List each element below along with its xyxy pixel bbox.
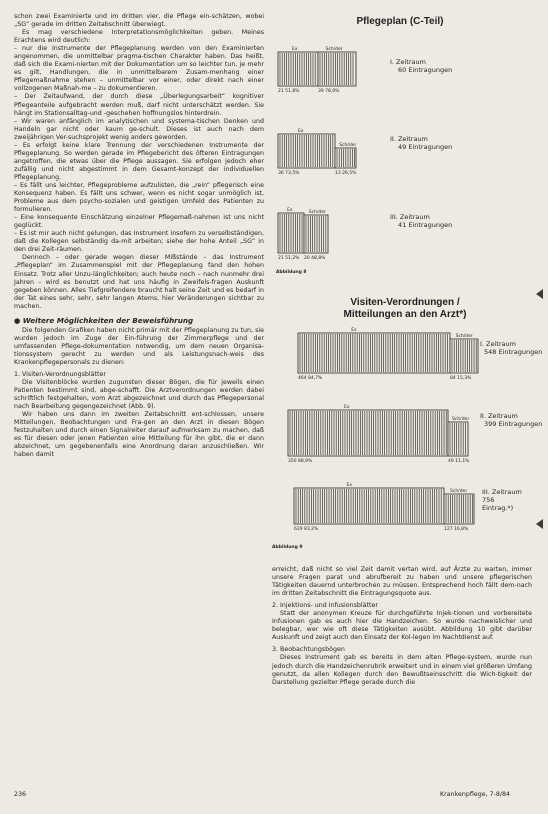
ex-label: Ex [344,405,350,410]
ex-value: 36 73,5% [278,171,300,176]
period-label [482,488,522,512]
sub-heading: 3. Beobachtungsbögen [272,646,345,654]
paragraph: Dennoch – oder gerade wegen dieser Mißstände – das Instrument „Pflegeplan“ im Zusammenspiel mit der Pflegeplanung fand den hohen Einsatz. Trotz aller Unzu-länglichkeiten; auch heute noch – nach nunmehr drei Jahren – wird es benutzt und hat uns häufig in Zweifels-fragen Auskunft gegeben können. Alles Tiefgreifendere braucht halt seine Zeit und es bedarf in der Tat eines sehr, sehr, sehr langen Atems, hier Veränderungen sichtbar zu machen. [14,254,264,310]
page-marker-icon [536,519,543,529]
ex-bar [278,52,318,86]
sub-heading: 1. Visiten-Verordnungsblätter [14,371,106,379]
list-item: – Der Zeitaufwand, der durch diese „Überlegungsarbeit“ kognitiver Pflegeanteile aufgebracht werden muß, darf nicht unterschätzt werden. Sie hängt im Stationsalltag-und -geschehen hoffnungslos hinterdrein. [14,93,264,117]
sg-bar [335,148,356,168]
paragraph: Es mag verschiedene Interpretationsmöglichkeiten geben. Meines Erachtens wird deutlich: [14,29,264,45]
sg-label: Sch/der [452,417,470,422]
list-item: – Es ist mir auch nicht gelungen, das Instrument insofern zu verselbständigen, daß die Kollegen selbständig da-mit arbeiten; siehe der hohe Anteil „SG“ in den drei Zeit-räumen. [14,230,264,254]
sg-label: Sch/der [325,47,343,52]
list-item: – Es erfolgt keine klare Trennung der verschiedenen Instrumente der Pflegeplanung. So werden gerade im Pflegebericht des öfteren Eintragungen angetroffen, die etwas über die Pflege aussagen. Sie erfolgen jedoch eher zufällig und nicht abgestimmt in dem Gesamt-konzept der individuellen Pflegeplanung. [14,141,264,181]
figure-label: Abbildung 9 [272,545,303,550]
paragraph: Dieses Instrument gab es bereits in dem alten Pflege-system, wurde nun jedoch durch die Handzeichenrubrik erweitert und in einem viel größeren Umfang genutzt, da allen Kollegen durch den Bewußtseinsschritt die Wich-tigkeit der Darstellung gezielter Pflege gerade durch die [272,654,532,686]
right-text-column [272,566,532,687]
chart-title-line-1: Visiten-Verordnungen / [350,297,460,308]
pflegeplan-chart-period-1 [276,44,364,94]
ex-value: 464 84,7% [298,376,323,381]
visiten-chart-period-3 [292,478,478,536]
list-item: – Eine konsequente Einschätzung einzelner Pflegemaß-nahmen ist uns nicht geglückt. [14,214,264,230]
sg-bar [304,215,328,253]
ex-bar [278,134,335,168]
paragraph: Statt der anonymen Kreuze für durchgeführte Injek-tionen und vorbereitete Infusionen gab es auch hier die Handzeichen. So wurde nachweislicher und belegbar, wer wie oft diese Tätigkeiten ausübt. Abbildung 10 gibt darüber Auskunft und zeigt auch den Einsatz der Kol-legen im Nachtdienst auf. [272,610,532,642]
sg-label: Sch/der [339,143,357,148]
period-label: II. Zeitraum [480,412,518,420]
ex-bar [294,488,444,524]
ex-bar [288,410,448,456]
sg-value: 39 78,0% [318,89,340,94]
sg-bar [318,52,356,86]
bar-chart [276,126,364,176]
paragraph: Wir haben uns dann im zweiten Zeitabschnitt ent-schlossen, unsere Mitteilungen, Beobachtungen und Fra-gen an den Arzt in diesen Bögen festzuhalten und durch einen Signalreiter darauf aufmerksam zu machen, daß es für diesen oder jenen Patienten eine Mitteilung für ihn gibt, die er dann abzeichnet, um gegebenenfalls eine Anordnung daran anzuschließen. Wir haben damit [14,411,264,459]
sg-value: 127 16,8% [444,527,469,532]
period-label: II. Zeitraum [390,135,428,143]
period-label: I. Zeitraum [390,58,426,66]
sg-bar [450,339,478,373]
paragraph: erreicht, daß nicht so viel Zeit damit vertan wird, auf Ärzte zu warten, immer unsere Fragen parat und abrufbereit zu haben und unsere pflegerischen Tätigkeiten dauernd unterbrochen zu müssen. Entsprechend hoch fällt dem-nach im dritten Zeitabschnitt die Eintragungsquote aus. [272,566,532,598]
sg-value: 84 15,3% [450,376,472,381]
section-heading: ● Weitere Möglichkeiten der Beweisführung [14,315,194,325]
ex-label: Ex [297,129,304,134]
period-count: 756 Eintrag.*) [482,496,514,512]
ex-label: Ex [351,328,357,333]
bar-chart [276,205,364,263]
period-label: III. Zeitraum [390,213,430,221]
sg-value: 20 48,8% [304,256,326,261]
ex-label: Ex [292,47,298,52]
sg-bar [448,422,468,456]
sg-label: Sch/der [455,334,473,339]
ex-label: Ex [287,208,293,213]
sg-bar [444,494,474,524]
period-count: 60 Eintragungen [398,66,453,74]
bar-chart [292,478,478,536]
list-item: – Es fällt uns leichter, Pflegeprobleme aufzulisten, die „rein“ pflegerisch eine Konsequenz haben. Es fällt uns schwer, wenn es nicht sogar unmöglich ist, Probleme aus dem psycho-sozialen und geistigen Umfeld des Patienten zu formulieren. [14,181,264,214]
ex-value: 21 51,2% [278,256,300,261]
pflegeplan-chart-period-3 [276,205,364,263]
paragraph: schon zwei Examinierte und im dritten vier, die Pflege ein-schätzen, wobei „SG“ gerade im dritten Zeitabschnitt überwiegt. [14,13,264,29]
period-count: 399 Eintragungen [484,420,543,428]
chart-title [290,297,520,321]
ex-value: 350 88,9% [288,459,313,464]
sg-value: 13 26,5% [335,171,357,176]
pflegeplan-chart-period-2 [276,126,364,176]
bar-chart [286,402,476,468]
page-marker-icon [536,289,543,299]
bar-chart [296,323,486,385]
ex-bar [278,213,304,253]
paragraph: Die Visitenblöcke wurden zugunsten dieser Bögen, die für jeweils einen Patienten bestimmt sind, abge-schafft. Die Arztverordnungen werden dabei schriftlich festgehalten, vom Arzt abgezeichnet und durch das Pflegepersonal nach Bearbeitung gegengezeichnet (Abb. 9). [14,379,264,411]
paragraph: Die folgenden Grafiken haben nicht primär mit der Pflegeplanung zu tun, sie wurden jedoch im Zuge der Ein-führung der Zimmerpflege und der umfassenden Pflege-dokumentation notwendig, um dem neuen Organisa-tionssystem gerecht zu werden und als Leistungsnach-weis des Krankenpflegepersonals zu dienen: [14,326,264,366]
ex-value: 21 51,8% [278,89,300,94]
figure-label: Abbildung 8 [276,270,307,275]
page-number: 236 [14,791,27,798]
ex-label: Ex [346,483,353,488]
visiten-chart-period-2 [286,402,476,468]
chart-title: Pflegeplan (C-Teil) [356,16,444,27]
chart-title-line-2: Mitteilungen an den Arzt*) [343,309,467,320]
period-count: 548 Eintragungen [484,348,543,356]
journal-citation: Krankenpflege, 7-8/84 [440,791,510,798]
sub-heading: 2. Injektions- und Infusionsblätter [272,602,378,610]
period-count: 49 Eintragungen [398,143,453,151]
list-item: – nur die Instrumente der Pflegeplanung werden von den Examinierten angenommen, die unmittelbar pragma-tischen Charakter haben. Das heißt, daß sich die Exami-nierten mit der Dokumentation um so leichter tun, je mehr es gilt, Handlungen, die in unmittelbarem Zusam-menhang einer Pflegemaßnahme stehen – unmittelbar vor einer, oder direkt nach einer vollzogenen Maßnah-me – zu dokumentieren. [14,45,264,93]
sg-label: Sch/der [308,210,326,215]
sg-value: 49 11,1% [448,459,470,464]
period-count: 41 Eintragungen [398,221,453,229]
ex-bar [298,333,450,373]
period-label-text: III. Zeitraum [482,488,522,496]
period-label: I. Zeitraum [480,340,516,348]
left-text-column [14,13,264,460]
sg-label: Sch/der [450,489,468,494]
ex-value: 629 83,2% [294,527,319,532]
visiten-chart-period-1 [296,323,486,385]
list-item: – Wir waren anfänglich im analytischen und systema-tischen Denken und Handeln gar nicht oder kaum ge-schult. Dieses ist auch nach dem zweijährigen Ver-suchsprojekt wenig anders geworden. [14,117,264,141]
bar-chart [276,44,364,94]
